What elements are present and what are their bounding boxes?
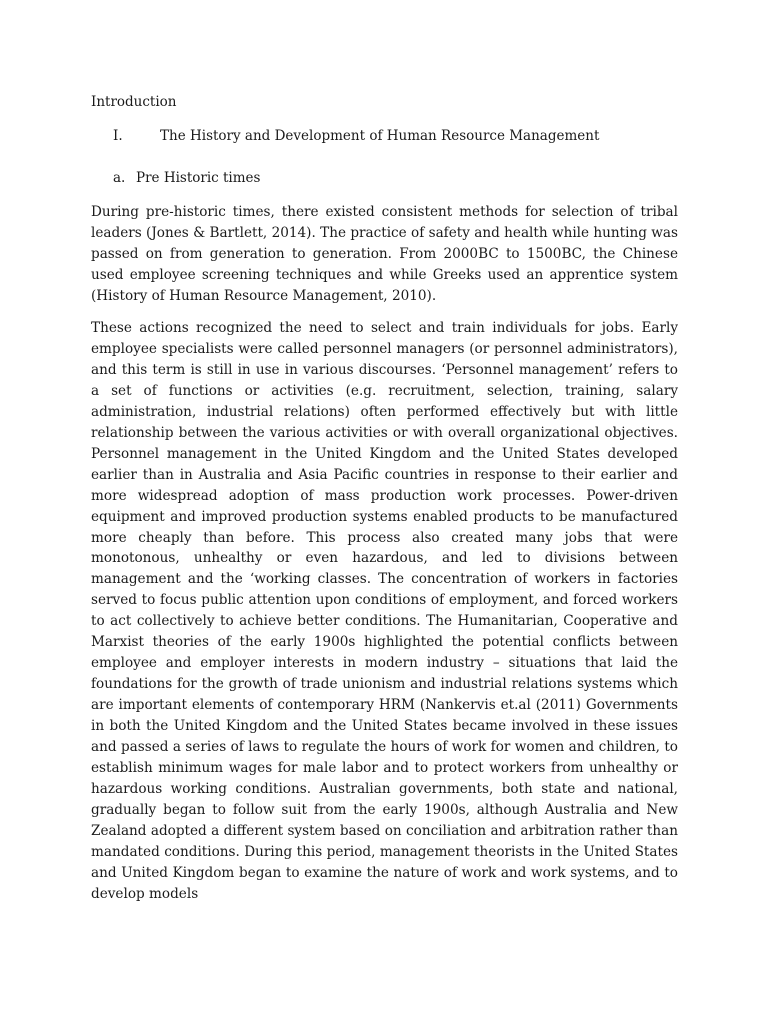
section-heading xyxy=(113,126,599,146)
subsection-letter: a. xyxy=(113,170,126,186)
subsection-title: Pre Historic times xyxy=(136,170,261,186)
paragraph-personnel-management: These actions recognized the need to select and train individuals for jobs. Early employee specialists were called personnel managers (or personnel administrators), and this term is still in use in various discourses. ‘Personnel management’ refers to a set of functions or activities (e.g. recruitment, selection, training, salary administration, industrial relations) often performed effectively but with little relationship between the various activities or with overall organizational objectives. Personnel management in the United Kingdom and the United States developed earlier than in Australia and Asia Pacific countries in response to their earlier and more widespread adoption of mass production work processes. Power-driven equipment and improved production systems enabled products to be manufactured more cheaply than before. This process also created many jobs that were monotonous, unhealthy or even hazardous, and led to divisions between management and the ‘working classes. The concentration of workers in factories served to focus public attention upon conditions of employment, and forced workers to act collectively to achieve better conditions. The Humanitarian, Cooperative and Marxist theories of the early 1900s highlighted the potential conflicts between employee and employer interests in modern industry – situations that laid the foundations for the growth of trade unionism and industrial relations systems which are important elements of contemporary HRM (Nankervis et.al (2011) Governments in both the United Kingdom and the United States became involved in these issues and passed a series of laws to regulate the hours of work for women and children, to establish minimum wages for male labor and to protect workers from unhealthy or hazardous working conditions. Australian governments, both state and national, gradually began to follow suit from the early 1900s, although Australia and New Zealand adopted a different system based on conciliation and arbitration rather than mandated conditions. During this period, management theorists in the United States and United Kingdom began to examine the nature of work and work systems, and to develop models xyxy=(91,320,678,902)
intro-heading: Introduction xyxy=(91,94,177,110)
section-title: The History and Development of Human Resource Management xyxy=(160,128,600,144)
subsection-heading xyxy=(113,168,260,188)
section-number: I. xyxy=(113,128,123,144)
paragraph-prehistoric: During pre-historic times, there existed consistent methods for selection of tribal leaders (Jones & Bartlett, 2014). The practice of safety and health while hunting was passed on from generation to generation. From 2000BC to 1500BC, the Chinese used employee screening techniques and while Greeks used an apprentice system (History of Human Resource Management, 2010). xyxy=(91,204,678,304)
